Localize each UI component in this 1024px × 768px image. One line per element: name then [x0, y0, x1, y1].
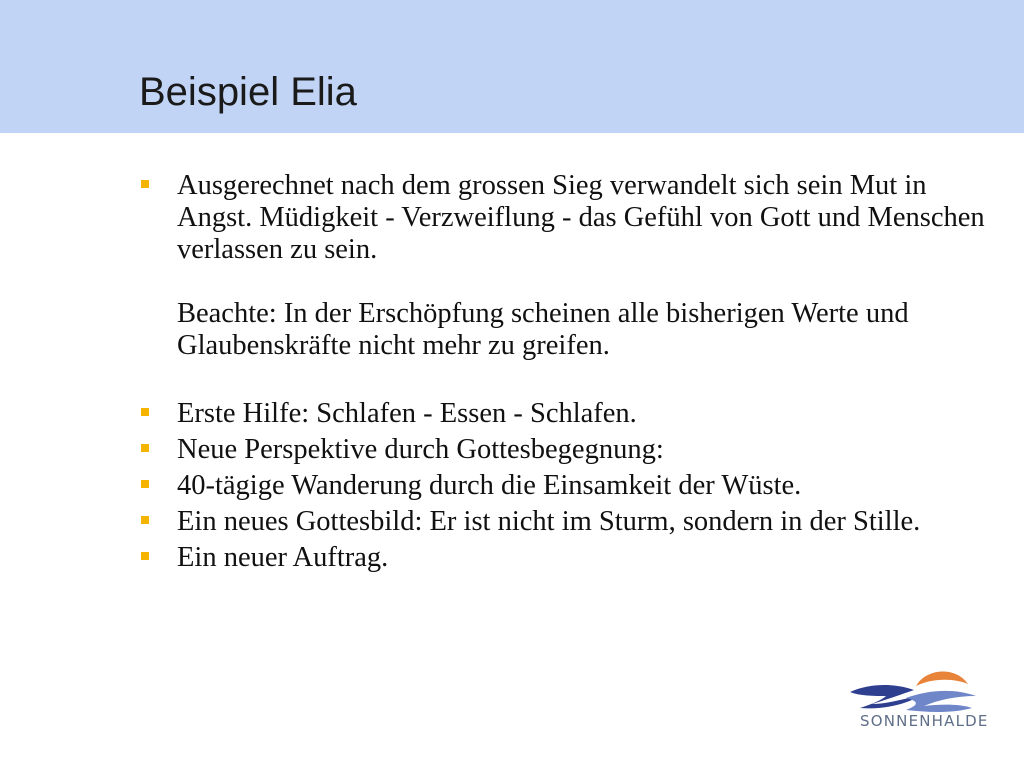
bullet-item [139, 470, 999, 502]
bullet-marker-icon [141, 444, 149, 452]
logo-wave-dark-icon [850, 685, 920, 708]
bullet-marker-icon [141, 480, 149, 488]
bullet-marker-icon [141, 516, 149, 524]
logo-wordmark: SONNENHALDE [860, 712, 989, 730]
bullet-item [139, 506, 999, 538]
bullet-text: Ein neuer Auftrag. [177, 542, 389, 573]
logo-wave-light-icon [906, 691, 976, 712]
slide-title: Beispiel Elia [139, 70, 357, 114]
bullet-text: Neue Perspektive durch Gottesbegegnung: [177, 434, 664, 465]
bullet-marker-icon [141, 408, 149, 416]
bullet-item [139, 170, 999, 362]
bullet-item [139, 398, 999, 430]
bullet-marker-icon [141, 552, 149, 560]
bullet-text: Ausgerechnet nach dem grossen Sieg verwandelt sich sein Mut in Angst. Müdigkeit - Verzweiflung - das Gefühl von Gott und Menschen verlassen zu sein. [177, 170, 985, 265]
logo-sun-icon [916, 671, 968, 686]
bullet-list [139, 170, 999, 578]
bullet-item [139, 542, 999, 574]
bullet-subparagraph: Beachte: In der Erschöpfung scheinen alle bisherigen Werte und Glaubenskräfte nicht mehr zu greifen. [177, 298, 909, 361]
bullet-text: 40-tägige Wanderung durch die Einsamkeit der Wüste. [177, 470, 802, 501]
bullet-text: Ein neues Gottesbild: Er ist nicht im Sturm, sondern in der Stille. [177, 506, 921, 537]
bullet-marker-icon [141, 180, 149, 188]
bullet-text: Erste Hilfe: Schlafen - Essen - Schlafen. [177, 398, 637, 429]
bullet-item [139, 434, 999, 466]
